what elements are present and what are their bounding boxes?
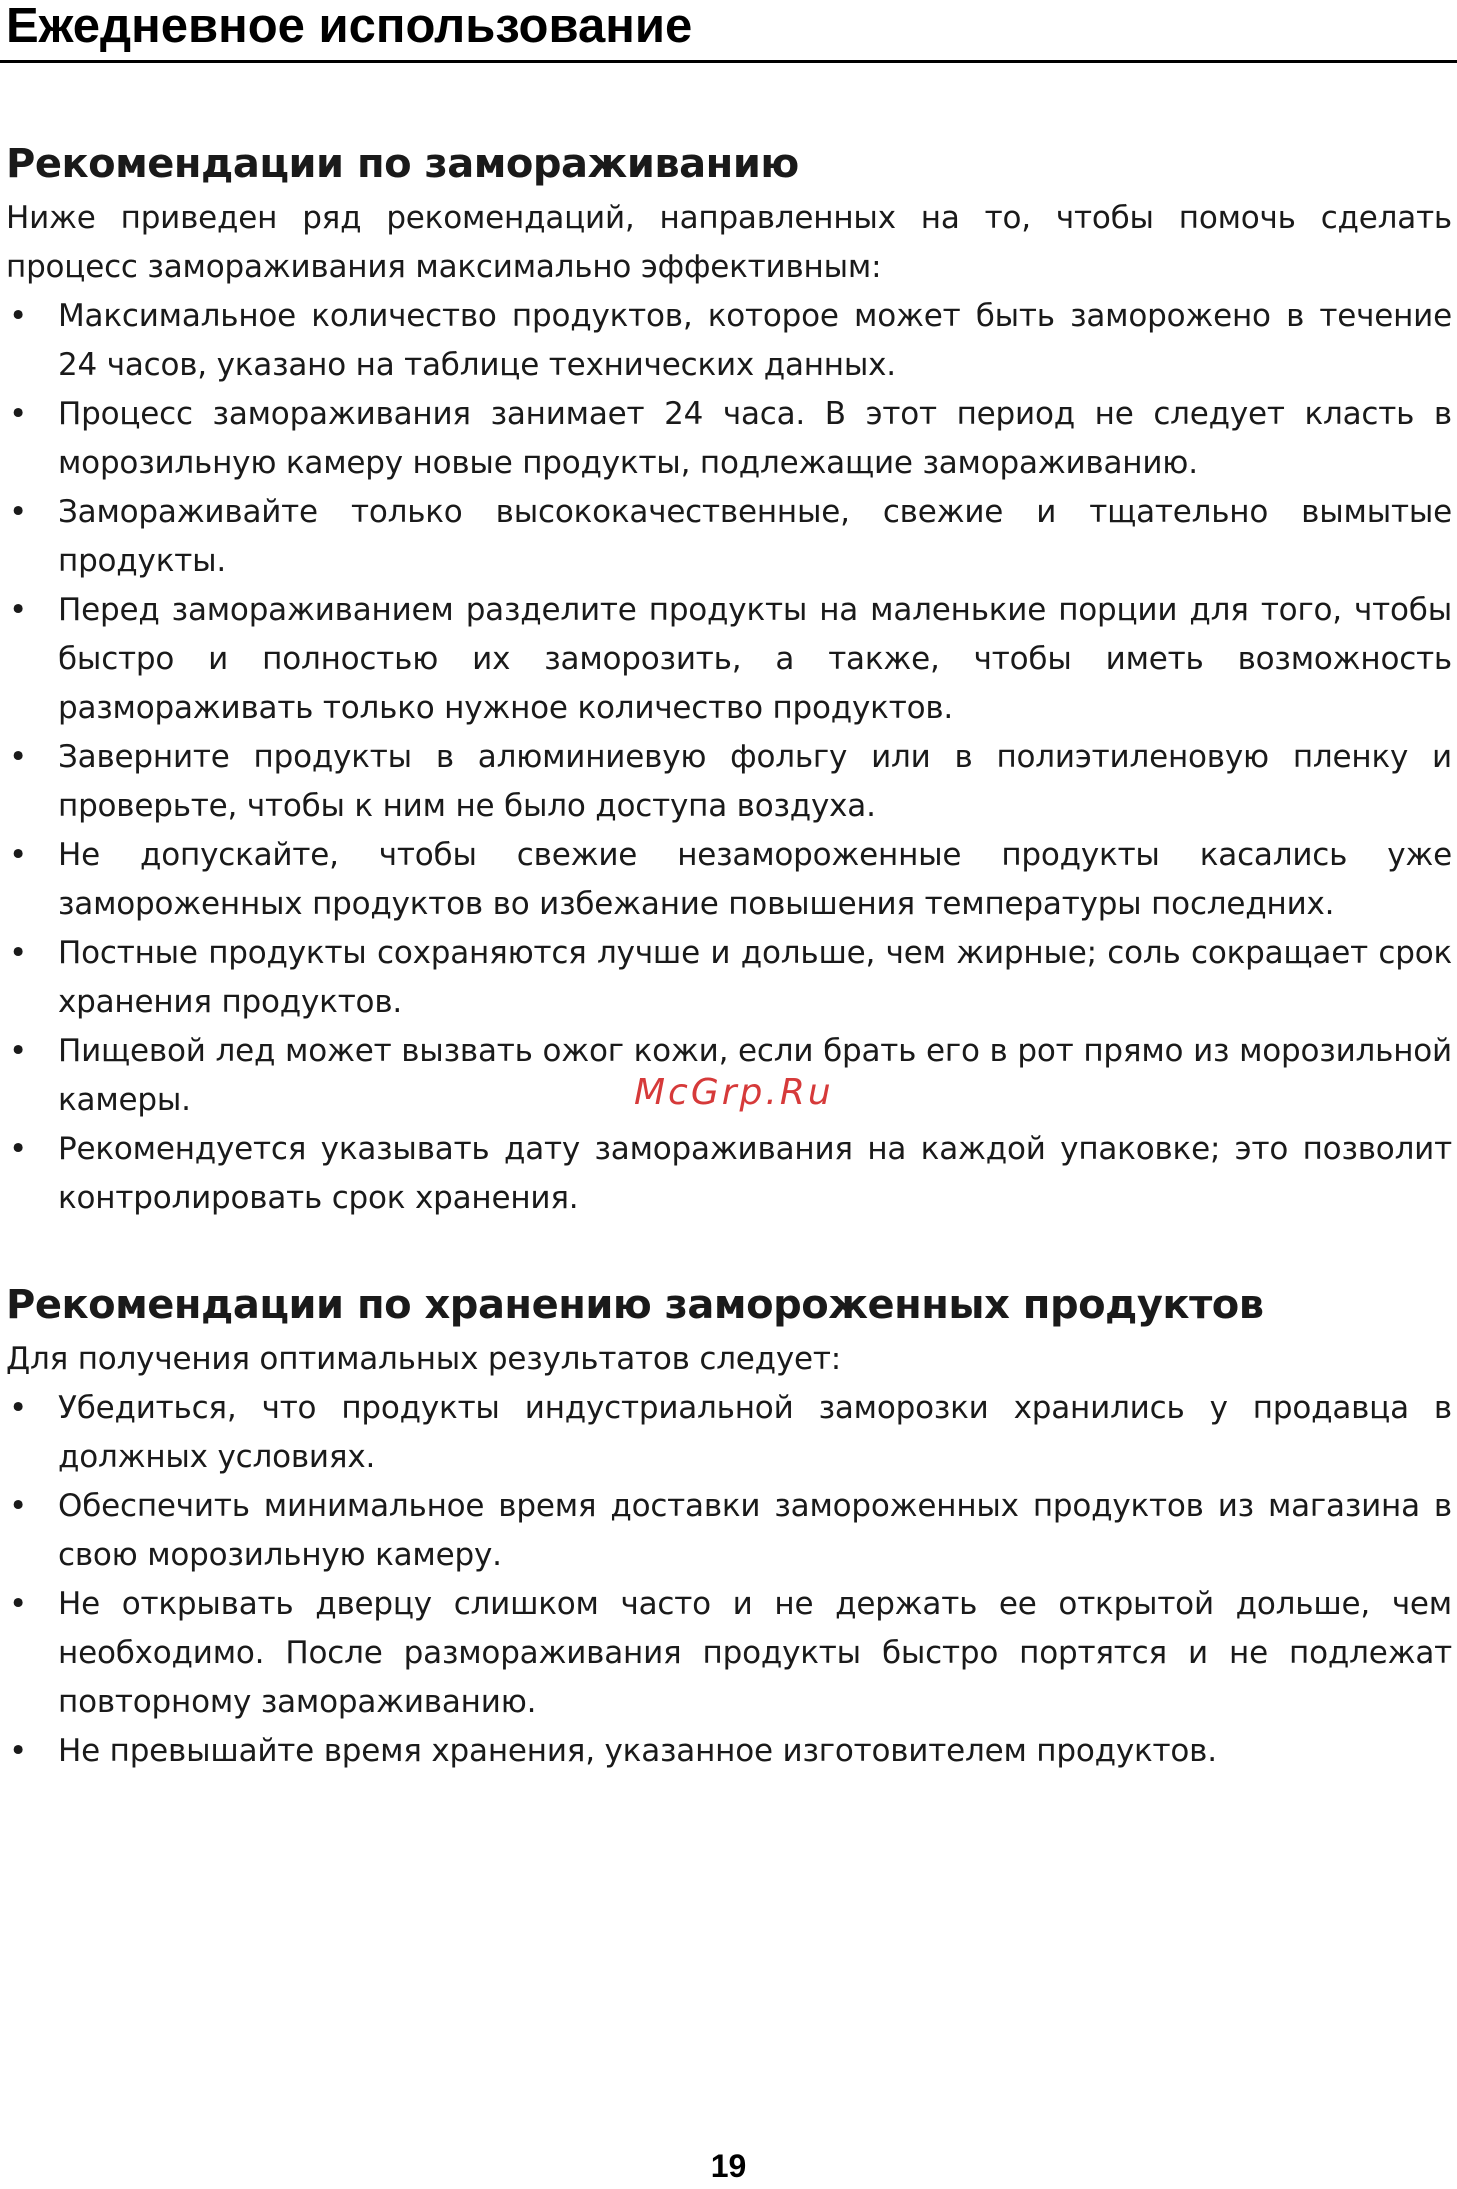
list-item xyxy=(6,390,1452,488)
list-item xyxy=(6,929,1452,1027)
bullet-icon: • xyxy=(8,298,28,334)
list-item xyxy=(6,1384,1452,1482)
list-item xyxy=(6,831,1452,929)
freezing-section xyxy=(6,140,1452,1223)
list-item-text: Замораживайте только высококачественные, свежие и тщательно вымытые продукты. xyxy=(58,494,1452,579)
page-header xyxy=(0,0,1457,63)
storage-section-title: Рекомендации по хранению замороженных продуктов xyxy=(6,1282,1264,1328)
freezing-section-title: Рекомендации по замораживанию xyxy=(6,141,799,187)
bullet-icon: • xyxy=(8,1488,28,1524)
bullet-icon: • xyxy=(8,494,28,530)
list-item-text: Не превышайте время хранения, указанное изготовителем продуктов. xyxy=(58,1733,1217,1769)
list-item-text: Заверните продукты в алюминиевую фольгу или в полиэтиленовую пленку и проверьте, чтобы к ним не было доступа воздуха. xyxy=(58,739,1452,824)
list-item xyxy=(6,488,1452,586)
bullet-icon: • xyxy=(8,396,28,432)
bullet-icon: • xyxy=(8,1390,28,1426)
list-item-text: Перед замораживанием разделите продукты на маленькие порции для того, чтобы быстро и полностью их заморозить, а также, чтобы иметь возможность размораживать только нужное количество продуктов. xyxy=(58,592,1452,726)
bullet-icon: • xyxy=(8,935,28,971)
bullet-icon: • xyxy=(8,592,28,628)
list-item xyxy=(6,1482,1452,1580)
bullet-icon: • xyxy=(8,837,28,873)
list-item xyxy=(6,292,1452,390)
page-title: Ежедневное использование xyxy=(6,0,693,53)
storage-intro: Для получения оптимальных результатов следует: xyxy=(6,1341,842,1377)
bullet-icon: • xyxy=(8,1733,28,1769)
list-item-text: Убедиться, что продукты индустриальной заморозки хранились у продавца в должных условиях. xyxy=(58,1390,1452,1475)
bullet-icon: • xyxy=(8,1586,28,1622)
bullet-icon: • xyxy=(8,1033,28,1069)
main-content xyxy=(6,140,1452,1776)
list-item-text: Максимальное количество продуктов, которое может быть заморожено в течение 24 часов, указано на таблице технических данных. xyxy=(58,298,1452,383)
bullet-icon: • xyxy=(8,739,28,775)
list-item-text: Рекомендуется указывать дату замораживания на каждой упаковке; это позволит контролировать срок хранения. xyxy=(58,1131,1452,1216)
list-item xyxy=(6,1125,1452,1223)
storage-list xyxy=(6,1384,1452,1776)
list-item-text: Не допускайте, чтобы свежие незамороженные продукты касались уже замороженных продуктов во избежание повышения температуры последних. xyxy=(58,837,1452,922)
list-item xyxy=(6,1580,1452,1727)
list-item-text: Процесс замораживания занимает 24 часа. В этот период не следует класть в морозильную камеру новые продукты, подлежащие замораживанию. xyxy=(58,396,1452,481)
list-item-text: Не открывать дверцу слишком часто и не держать ее открытой дольше, чем необходимо. После размораживания продукты быстро портятся и не подлежат повторному замораживанию. xyxy=(58,1586,1452,1720)
list-item xyxy=(6,1727,1452,1776)
storage-section xyxy=(6,1281,1452,1776)
list-item-text: Обеспечить минимальное время доставки замороженных продуктов из магазина в свою морозильную камеру. xyxy=(58,1488,1452,1573)
watermark: McGrp.Ru xyxy=(634,1072,834,1113)
page-number: 19 xyxy=(710,2148,747,2184)
list-item-text: Пищевой лед может вызвать ожог кожи, если брать его в рот прямо из морозильной камеры. xyxy=(58,1033,1452,1118)
list-item xyxy=(6,733,1452,831)
freezing-intro: Ниже приведен ряд рекомендаций, направленных на то, чтобы помочь сделать процесс замораживания максимально эффективным: xyxy=(6,200,1452,285)
bullet-icon: • xyxy=(8,1131,28,1167)
list-item xyxy=(6,586,1452,733)
list-item-text: Постные продукты сохраняются лучше и дольше, чем жирные; соль сокращает срок хранения продуктов. xyxy=(58,935,1452,1020)
